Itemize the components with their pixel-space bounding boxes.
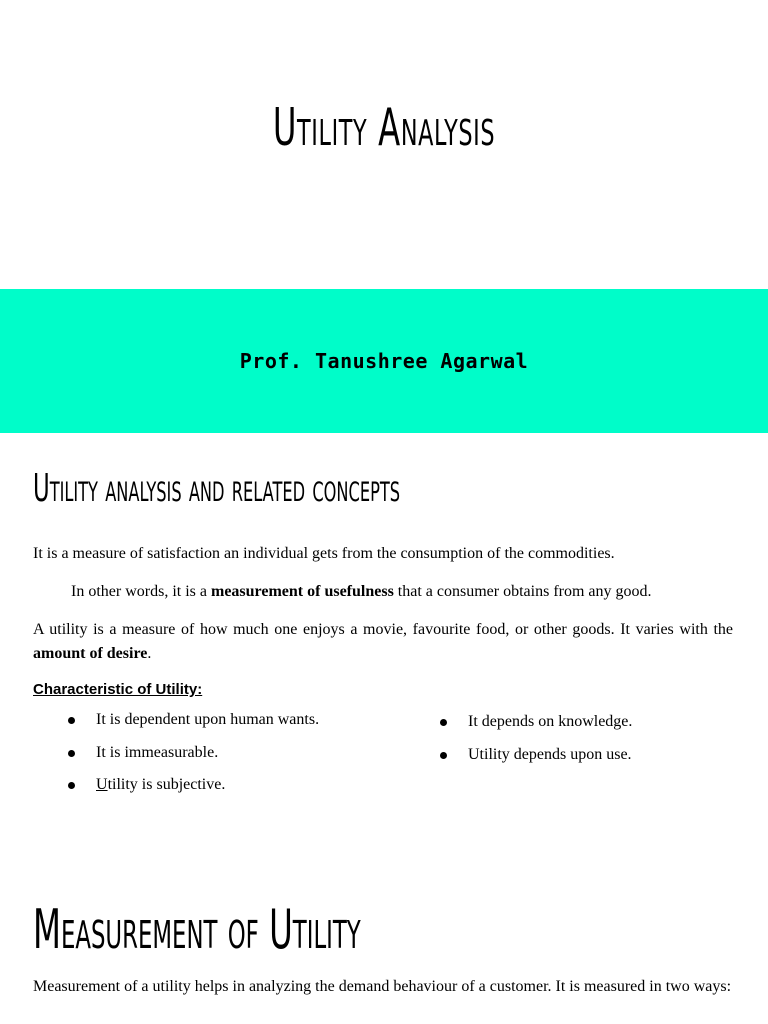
bold-amount-of-desire: amount of desire	[33, 645, 148, 662]
characteristics-list-left	[67, 709, 319, 807]
list-item: Utility is subjective.	[67, 774, 319, 807]
paragraph-definition: It is a measure of satisfaction an individual gets from the consumption of the commodities.	[33, 545, 615, 562]
author-band	[0, 289, 768, 433]
characteristics-list-right	[439, 711, 632, 776]
author-name: Prof. Tanushree Agarwal	[239, 349, 529, 373]
section-heading-concepts: Utility analysis and related concepts	[33, 466, 401, 510]
list-item: It is immeasurable.	[67, 742, 319, 775]
paragraph-enjoyment: A utility is a measure of how much one enjoys a movie, favourite food, or other goods. It varies with the amount of desire.	[33, 621, 733, 662]
paragraph-other-words: In other words, it is a measurement of usefulness that a consumer obtains from any good.	[71, 583, 652, 600]
list-item: It is dependent upon human wants.	[67, 709, 319, 742]
paragraph-measurement: Measurement of a utility helps in analyzing the demand behaviour of a customer. It is measured in two ways:	[33, 978, 732, 995]
page-title: Utility Analysis	[272, 98, 496, 158]
list-item: It depends on knowledge.	[439, 711, 632, 744]
list-item: Utility depends upon use.	[439, 744, 632, 777]
section-heading-measurement: Measurement of Utility	[33, 898, 361, 961]
characteristics-heading: Characteristic of Utility:	[33, 681, 203, 698]
bold-measurement-of-usefulness: measurement of usefulness	[210, 583, 394, 600]
